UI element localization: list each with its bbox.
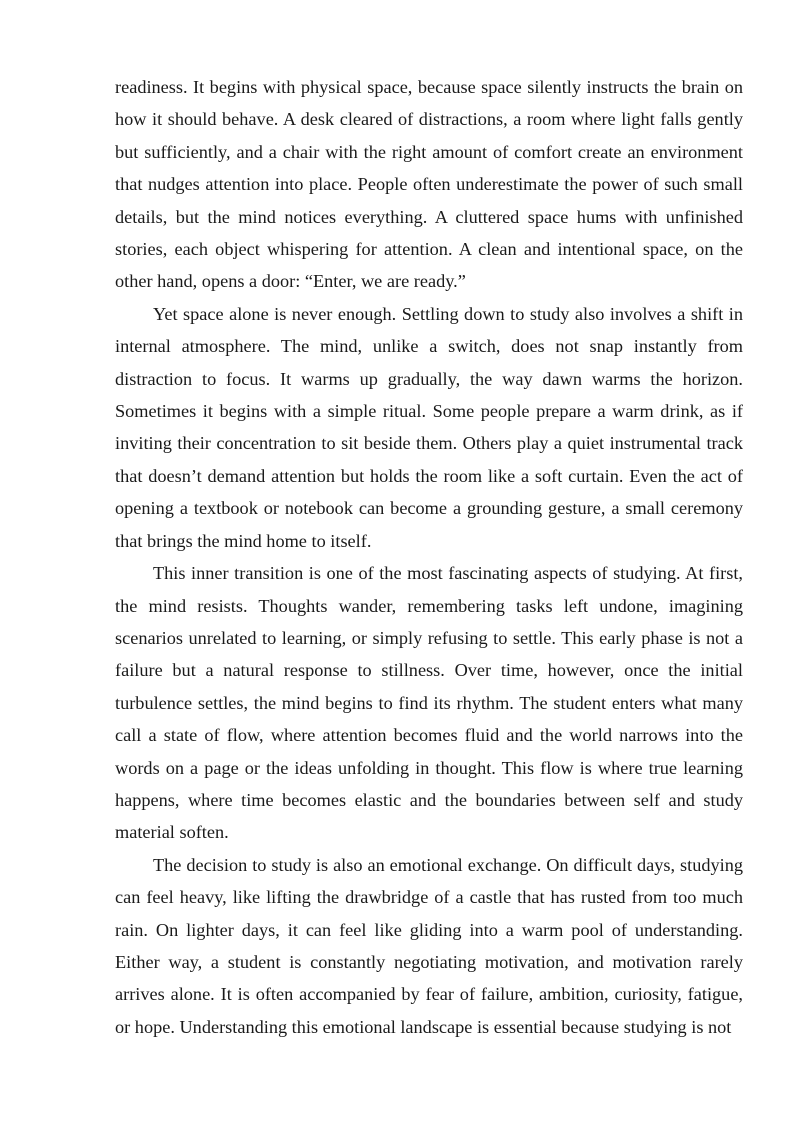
paragraph-space-alone: Yet space alone is never enough. Settling down to study also involves a shift in internal atmosphere. The mind, unlike a switch, does not snap instantly from distraction to focus. It warms up gradually, the way dawn warms the horizon. Sometimes it begins with a simple ritual. Some people prepare a warm drink, as if inviting their concentration to sit beside them. Others play a quiet instrumental track that doesn’t demand attention but holds the room like a soft curtain. Even the act of opening a textbook or notebook can become a grounding gesture, a small ceremony that brings the mind home to itself. [115, 303, 743, 551]
paragraph-readiness: readiness. It begins with physical space, because space silently instructs the brain on how it should behave. A desk cleared of distractions, a room where light falls gently but sufficiently, and a chair with the right amount of comfort create an environment that nudges attention into place. People often underestimate the power of such small details, but the mind notices everything. A cluttered space hums with unfinished stories, each object whispering for attention. A clean and intentional space, on the other hand, opens a door: “Enter, we are ready.” [115, 77, 743, 292]
paragraph-inner-transition: This inner transition is one of the most fascinating aspects of studying. At first, the mind resists. Thoughts wander, remembering tasks left undone, imagining scenarios unrelated to learning, or simply refusing to settle. This early phase is not a failure but a natural response to stillness. Over time, however, once the initial turbulence settles, the mind begins to find its rhythm. The student enters what many call a state of flow, where attention becomes fluid and the world narrows into the words on a page or the ideas unfolding in thought. This flow is where true learning happens, where time becomes elastic and the boundaries between self and study material soften. [115, 563, 743, 843]
paragraph-emotional-exchange: The decision to study is also an emotional exchange. On difficult days, studying can feel heavy, like lifting the drawbridge of a castle that has rusted from too much rain. On lighter days, it can feel like gliding into a warm pool of understanding. Either way, a student is constantly negotiating motivation, and motivation rarely arrives alone. It is often accompanied by fear of failure, ambition, curiosity, fatigue, or hope. Understanding this emotional landscape is essential because studying is not [115, 854, 743, 1037]
body-text [115, 71, 743, 1043]
